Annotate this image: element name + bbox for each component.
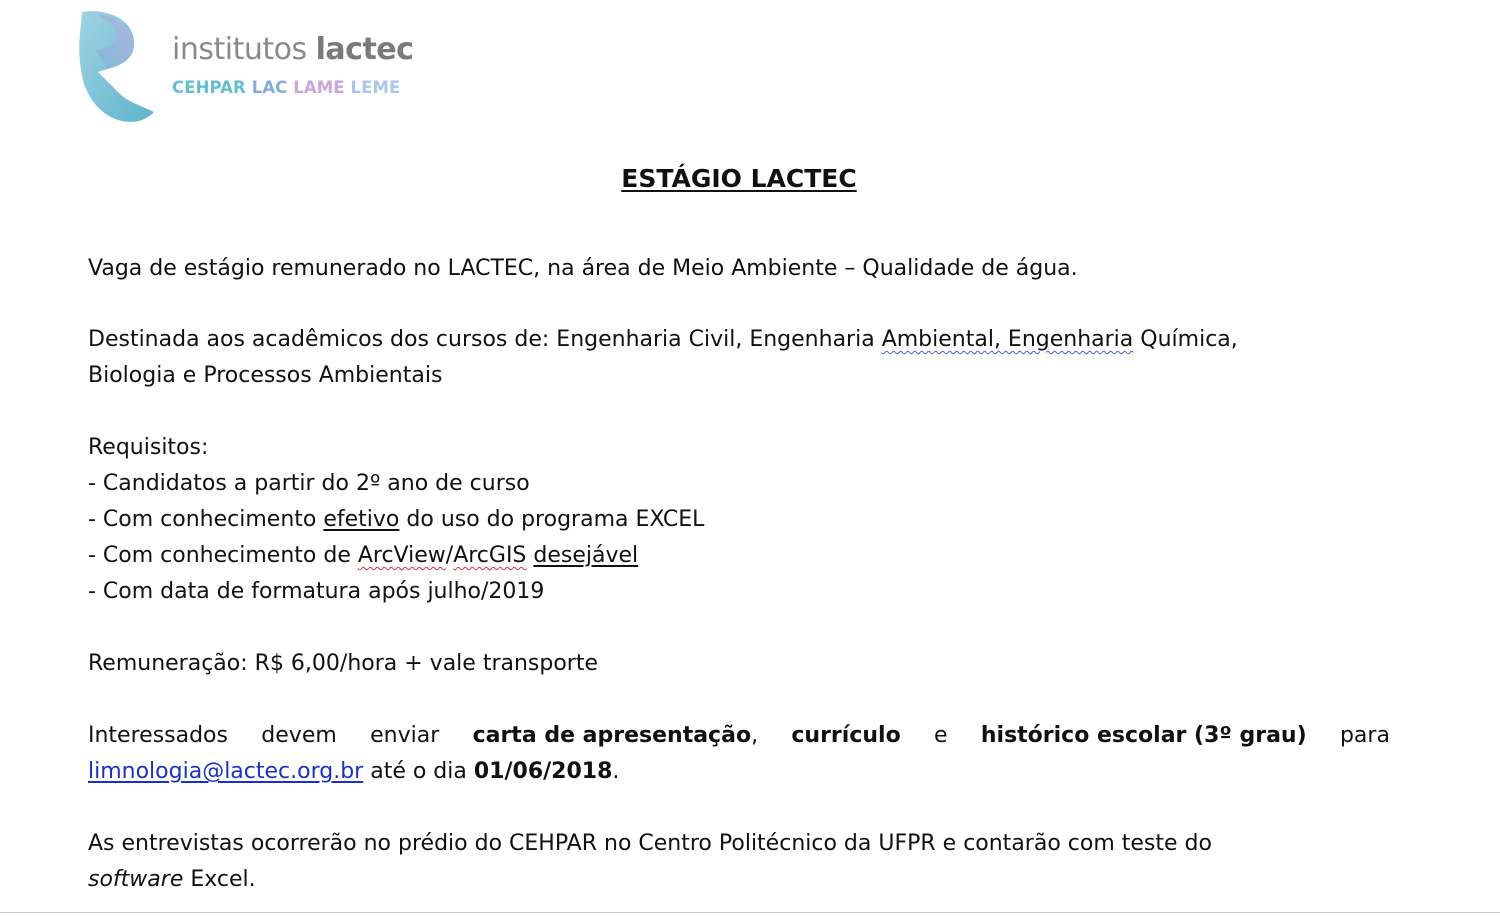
remuneracao-paragraph: Remuneração: R$ 6,00/hora + vale transporte xyxy=(88,651,599,676)
deadline-date: 01/06/2018 xyxy=(473,759,613,784)
requisito-item: - Com conhecimento de ArcView/ArcGIS desejável xyxy=(88,543,639,568)
interessados-line-1: Interessados devem enviar carta de apresentação, currículo e histórico escolar (3º grau) para xyxy=(88,723,1390,748)
interessados-line-2: limnologia@lactec.org.br até o dia 01/06/2018. xyxy=(88,759,620,784)
requisito-item: - Com conhecimento efetivo do uso do programa EXCEL xyxy=(88,507,705,532)
intro-paragraph: Vaga de estágio remunerado no LACTEC, na área de Meio Ambiente – Qualidade de água. xyxy=(88,256,1078,281)
lactec-logo-mark-icon xyxy=(74,10,164,128)
requisito-item: - Com data de formatura após julho/2019 xyxy=(88,579,545,604)
lactec-logo xyxy=(74,10,414,128)
destinada-line-1: Destinada aos acadêmicos dos cursos de: Engenharia Civil, Engenharia Ambiental, Engenharia Química, xyxy=(88,327,1238,352)
destinada-line-2: Biologia e Processos Ambientais xyxy=(88,363,443,388)
requisito-item: - Candidatos a partir do 2º ano de curso xyxy=(88,471,530,496)
email-link[interactable]: limnologia@lactec.org.br xyxy=(88,759,364,784)
logo-institutes: CEHPAR LAC LAME LEME xyxy=(172,78,401,97)
entrevistas-line-2: software Excel. xyxy=(88,867,256,892)
logo-wordmark: institutos lactec xyxy=(172,32,414,67)
requisitos-heading: Requisitos: xyxy=(88,435,209,460)
document-title: ESTÁGIO LACTEC xyxy=(621,164,857,193)
page-bottom-border xyxy=(0,912,1500,913)
entrevistas-line-1: As entrevistas ocorrerão no prédio do CEHPAR no Centro Politécnico da UFPR e contarão com teste do xyxy=(88,831,1212,856)
